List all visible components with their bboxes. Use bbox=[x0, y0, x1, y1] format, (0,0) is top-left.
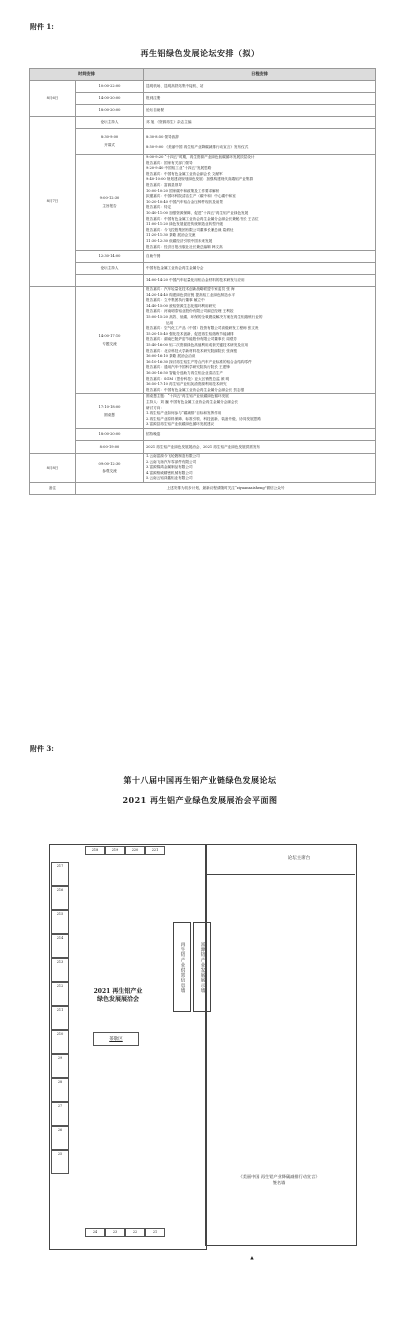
table-header bbox=[30, 69, 376, 81]
session-label: 参观交流 bbox=[102, 469, 117, 474]
note-label: 备注 bbox=[30, 482, 76, 494]
session-time: 09:00-12:30 bbox=[98, 461, 121, 466]
booth-221: 221 bbox=[145, 846, 165, 855]
agenda-line: 主持人：刘 巍 中国有色金属工业协会再生金属分会副会长 bbox=[146, 399, 239, 404]
agenda-lines bbox=[144, 155, 376, 251]
agenda-line: 报告嘉宾：湖南巴陵炉窑节能股份有限公司董事长 周煜芳 bbox=[146, 337, 238, 342]
agenda-line: 运用 bbox=[166, 320, 174, 325]
booth-212: 212 bbox=[51, 982, 69, 1006]
agenda-line: 16:00-16:10 茶歇 展治会洽谈 bbox=[146, 354, 196, 359]
agenda-line: 10:00-10:20 国家碳中和政策及工作要求解析 bbox=[146, 188, 220, 193]
agenda-line: 1.云南富源今飞轮毂制造有限公司 bbox=[146, 453, 200, 458]
agenda-line: 报告嘉宾：中国有色金属工业协会再生金属分会副会长兼秘书长 王吉位 bbox=[146, 216, 259, 221]
booth-24: 24 bbox=[85, 1228, 105, 1237]
supply-info-wall: 再生铝产业供需信息墙 bbox=[173, 922, 191, 1012]
agenda-cell: 招待晚宴 bbox=[144, 428, 376, 440]
table-row bbox=[30, 440, 376, 453]
header-agenda: 日程安排 bbox=[144, 69, 376, 81]
booth-27: 27 bbox=[51, 1102, 69, 1126]
table-row bbox=[30, 482, 376, 494]
booth-215: 215 bbox=[51, 910, 69, 934]
booth-210: 210 bbox=[51, 1030, 69, 1054]
agenda-line: 14:40-15:00 废铝资源生态化循环利用研究 bbox=[146, 303, 216, 308]
agenda-text: 中国汽车轻量化用铝合金材料的技术研发与应用 bbox=[169, 278, 245, 283]
agenda-line: 报告嘉宾：经济日报出版社社长兼总编辑 韩文高 bbox=[146, 244, 223, 249]
date-aug6: 8月6日 bbox=[30, 81, 76, 117]
agenda-line: 5.云南云铝泽鑫铝业有限公司 bbox=[146, 476, 193, 481]
agenda-line: 报告嘉宾：河南明泰铝业股份有限公司副总经理 王利姣 bbox=[146, 309, 234, 314]
booth-23: 23 bbox=[105, 1228, 125, 1237]
agenda-line: 报告嘉宾：国家有关部门领导 bbox=[146, 160, 193, 165]
schedule-title: 再生铝绿色发展论坛安排（拟） bbox=[140, 48, 260, 58]
agenda-line: 14:20-14:40 构建绿色供应链 提高铝工业绿色制造水平 bbox=[146, 292, 235, 297]
session-label: 专题交流 bbox=[102, 341, 117, 346]
session-label: 主旨报告 bbox=[102, 204, 117, 209]
agenda-line: 15:20-15:40 强化技术创新，促进再生铝熔炼节能减排 bbox=[146, 331, 234, 336]
booth-217: 217 bbox=[51, 862, 69, 886]
agenda-line: 4.富源格威精密机械有限公司 bbox=[146, 470, 193, 475]
agenda-line: 报告嘉宾：中国有色金属工业协会再生金属分会副会长 贺志强 bbox=[146, 387, 245, 392]
agenda-line: 2.云南飞扬汽车零部件有限公司 bbox=[146, 459, 197, 464]
agenda-line: 报告嘉宾：中国有色金属工业协会副会长 文献军 bbox=[146, 171, 223, 176]
agenda-line: 15:40-16:00 铝二次资源绿色高值利用成套关键技术研发及应用 bbox=[146, 343, 249, 348]
stage-label: 论坛主席台 bbox=[287, 856, 311, 861]
table-row bbox=[30, 81, 376, 93]
agenda-line: 3.富源锦鸿金属制品有限公司 bbox=[146, 465, 193, 470]
agenda-line: 16:30-16:50 智能分选助力再生铝企业清洁生产 bbox=[146, 371, 223, 375]
time-cell: 14:00-20:00 bbox=[76, 93, 144, 105]
session-cell bbox=[76, 453, 144, 482]
session-cell bbox=[76, 394, 144, 429]
agenda-line: 16:50-17:10 再生铝产业铝灰渣资源利用技术研究 bbox=[146, 382, 227, 387]
session-cell bbox=[76, 129, 144, 155]
booth-218: 218 bbox=[85, 846, 105, 855]
time-cell: 8:00-19:00 bbox=[76, 440, 144, 453]
agenda-cell: 昆明机场、昆明高铁站集中接机、站 bbox=[144, 81, 376, 93]
time-cell: 12:30-14:00 bbox=[76, 251, 144, 263]
table-row bbox=[30, 275, 376, 287]
floorplan-title-1: 第十八届中国再生铝产业链绿色发展论坛 bbox=[123, 775, 277, 785]
session-time: 14:00-17:10 bbox=[98, 334, 121, 339]
agenda-line: 15:00-15:20 高效、低碳、环保的全氧燃烧解决方案在再生铝熔炼行业的 bbox=[146, 315, 263, 320]
agenda-cell: 论坛自助餐 bbox=[144, 105, 376, 117]
entrance-arrow-icon: ▲ bbox=[250, 1256, 254, 1261]
table-row bbox=[30, 263, 376, 275]
booth-22: 22 bbox=[125, 1228, 145, 1237]
floor-plan bbox=[29, 838, 375, 1270]
agenda-line: 报告嘉宾：汽车轻量化技术创新战略联盟专家委员 张 海 bbox=[146, 287, 235, 292]
agenda-line: 报告嘉宾：北京科技大学新材料技术研究院副院长 张深根 bbox=[146, 348, 238, 353]
booth-26: 26 bbox=[51, 1126, 69, 1150]
tea-break-area bbox=[93, 1032, 139, 1046]
booth-220: 220 bbox=[125, 846, 145, 855]
table-row bbox=[30, 251, 376, 263]
agenda-line: 16:10-16:30 探讨再生铝生产符合汽车产业标准的铝合金结构零件 bbox=[146, 359, 252, 364]
agenda-cell: 2021 再生铝产业绿色发展展治会、2021 再生铝产业绿色发展供需发布 bbox=[144, 440, 376, 453]
agenda-cell: 邓 旭 《资源再生》杂志主编 bbox=[144, 117, 376, 129]
agenda-line: 报告嘉宾：SGM（思舍科技）亚太区销售总监 颜 明 bbox=[146, 376, 230, 381]
agenda-line: 10:40-11:00 加强资源保障，促进“十四五”再生铝产业绿色发展 bbox=[146, 210, 249, 215]
booth-213: 213 bbox=[51, 958, 69, 982]
agenda-line: 报告嘉宾：立中集团执行董事 臧立中 bbox=[146, 298, 205, 303]
agenda-line: 11:20-11:30 茶歇 展治会交流 bbox=[146, 233, 196, 238]
booth-211: 211 bbox=[51, 1006, 69, 1030]
agenda-line: 拟邀嘉宾：中国环科院清洁生产（碳中和）中心碳中和室 bbox=[146, 194, 236, 199]
session-label: 圆桌慧 bbox=[104, 412, 115, 417]
agenda-lines bbox=[144, 129, 376, 155]
agenda-line: 11:30-12:30 低碳经济引领中国未来发展 bbox=[146, 238, 213, 243]
agenda-line: 报告嘉宾：富源县领导 bbox=[146, 182, 182, 187]
table-row bbox=[30, 394, 376, 429]
date-aug8: 8月8日 bbox=[30, 453, 76, 482]
header-time: 时间安排 bbox=[30, 69, 144, 81]
time-cell: 10:00-22:00 bbox=[76, 81, 144, 93]
agenda-lines bbox=[144, 394, 376, 429]
table-row bbox=[30, 453, 376, 482]
agenda-line: 10:20-10:40 中国汽车铝合金压铸件现状及前景 bbox=[146, 199, 223, 204]
booth-216: 216 bbox=[51, 886, 69, 910]
date-aug7: 8月7日 bbox=[30, 117, 76, 287]
table-row bbox=[30, 117, 376, 129]
agenda-line: 8:50-9:00 《美丽中国 再生铝产业降碳减排行动宣言》发布仪式 bbox=[146, 144, 249, 149]
agenda-line: 9:20-9:40 中国铝工业“十四五”发展思路 bbox=[146, 166, 212, 171]
agenda-line: 9:40-10:00 规划建设规划绿色发展：加强构建现代高端铝产业集群 bbox=[146, 177, 254, 182]
attachment1-label: 附件 1: bbox=[30, 22, 54, 31]
table-row bbox=[30, 129, 376, 155]
table-row bbox=[30, 155, 376, 251]
expo-hall-outline bbox=[49, 844, 207, 1250]
agenda-line: 8:30-8:50 领导致辞 bbox=[146, 134, 179, 139]
agenda-line: 报告嘉宾：空气化工产品（中国）投资有限公司高级研发工程师 张文贵 bbox=[146, 326, 259, 331]
time-cell: 18:00-20:00 bbox=[76, 105, 144, 117]
agenda-line: 报告嘉宾：待定 bbox=[146, 205, 172, 210]
agenda-cell bbox=[144, 275, 376, 287]
agenda-line: 9:00-9:20 “十四五”时期，再生资源产业绿色低碳循环发展顶层设计 bbox=[146, 155, 255, 159]
schedule-table bbox=[29, 68, 376, 495]
expo-area-label: 2021 再生铝产业 绿色发展展洽会 bbox=[93, 988, 143, 1003]
attachment3-label: 附件 3: bbox=[30, 744, 54, 753]
session-time: 8:30-9:00 bbox=[100, 135, 119, 140]
agenda-line: 3.富源县再生铝产业低碳绿色循环发展建议 bbox=[146, 422, 215, 427]
agenda-cell: 报到注册 bbox=[144, 93, 376, 105]
agenda-cell: 中国有色金属工业协会再生金属分会 bbox=[144, 263, 376, 275]
agenda-line: 圆桌慧主题：“十四五”再生铝产业低碳绿色循环发展 bbox=[146, 394, 229, 399]
tea-break-label: 茶歇区 bbox=[109, 1037, 123, 1042]
agenda-line: 报告嘉宾：通用汽车中国科学研究院执行院长 王建锋 bbox=[146, 365, 230, 370]
host-label: 论坛主持人 bbox=[76, 263, 144, 275]
booth-219: 219 bbox=[105, 846, 125, 855]
signature-wall: 《美丽中国 再生铝产业降碳减排行动宣言》 签名墙 bbox=[238, 1174, 320, 1185]
booth-21: 21 bbox=[145, 1228, 165, 1237]
agenda-line: 报告嘉宾：今飞控股集团有限公司董事长兼总裁 葛炳灶 bbox=[146, 227, 234, 232]
table-row bbox=[30, 93, 376, 105]
note-text: 上述安排为初步计划，最新议程请随时关注“ziyuanzaisheng”微信公众号 bbox=[76, 482, 376, 494]
booth-28: 28 bbox=[51, 1078, 69, 1102]
session-time: 9:00-12:30 bbox=[99, 196, 120, 201]
session-label: 开幕式 bbox=[104, 143, 115, 147]
agenda-line: 研讨方向： bbox=[146, 405, 164, 410]
booth-25: 25 bbox=[51, 1150, 69, 1174]
date-aug7-continued bbox=[30, 287, 76, 454]
table-row bbox=[30, 287, 376, 394]
time-cell: 18:00-20:00 bbox=[76, 428, 144, 440]
fuyuan-showcase-wall: 富源铝产业发展展示墙 bbox=[193, 922, 211, 1012]
table-row bbox=[30, 428, 376, 440]
agenda-cell: 自助午餐 bbox=[144, 251, 376, 263]
table-row bbox=[30, 105, 376, 117]
booth-29: 29 bbox=[51, 1054, 69, 1078]
session-cell bbox=[76, 155, 144, 251]
agenda-lines bbox=[144, 287, 376, 394]
session-time: 17:10-18:00 bbox=[98, 405, 121, 410]
session-cell bbox=[76, 287, 144, 394]
agenda-time: 14:00-14:20 bbox=[146, 278, 168, 283]
host-label: 论坛主持人 bbox=[76, 117, 144, 129]
agenda-line: 11:00-11:20 绿色发展促进传统制造业转型升级 bbox=[146, 222, 223, 227]
agenda-lines bbox=[144, 453, 376, 482]
agenda-line: 2.再生铝产业原料保障、标准引领、科技创新、装备升级、协同发展思路 bbox=[146, 416, 261, 421]
agenda-line: 1.再生铝产业如何参与“碳减排”目标和发挥作用 bbox=[146, 411, 222, 416]
booth-214: 214 bbox=[51, 934, 69, 958]
time-cell bbox=[76, 275, 144, 287]
floorplan-title-2: 2021 再生铝产业绿色发展展治会平面图 bbox=[122, 795, 278, 805]
